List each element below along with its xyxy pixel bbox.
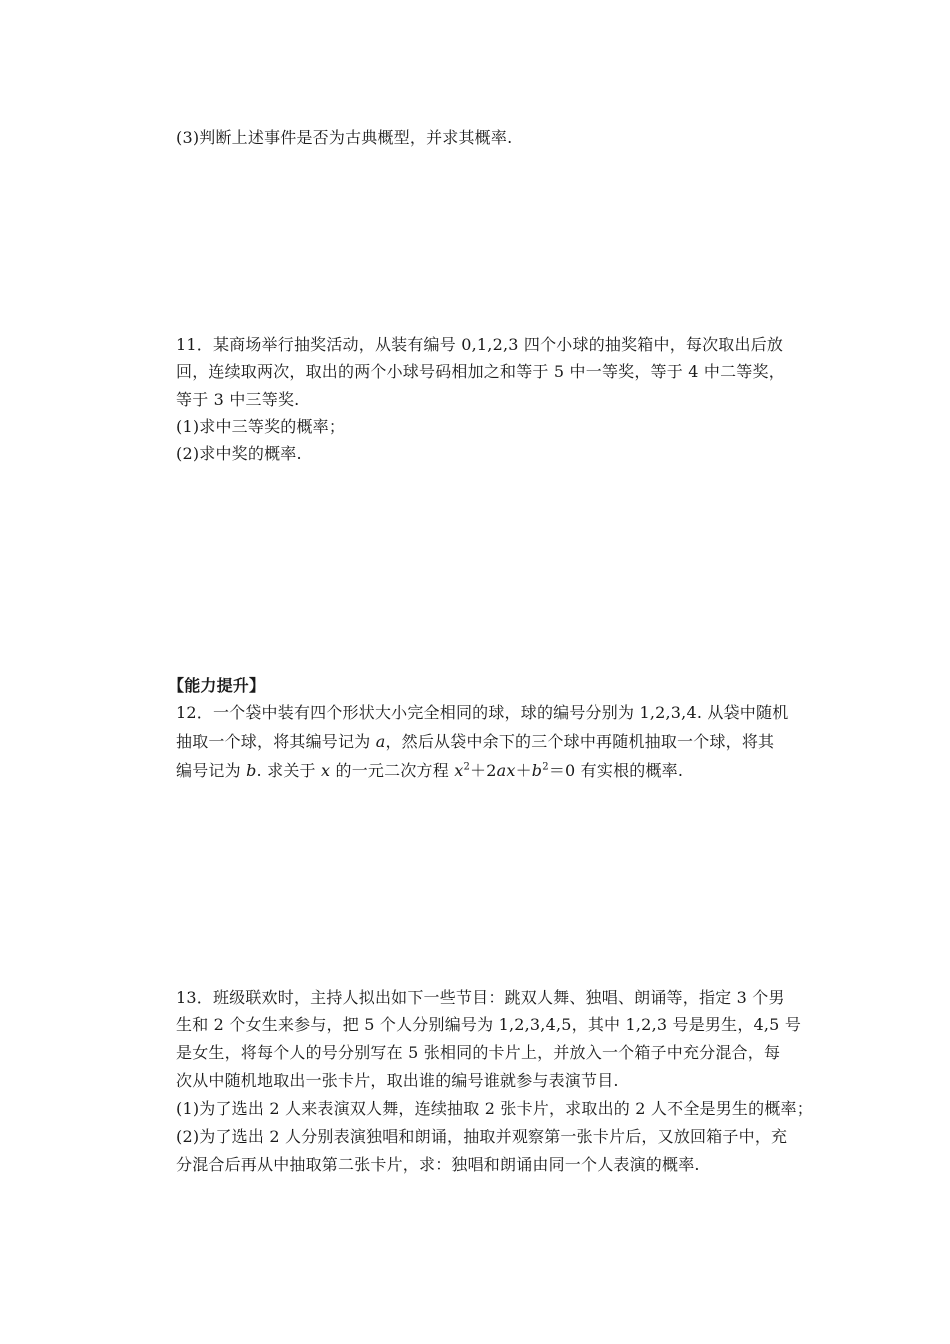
q12-line3 <box>176 761 683 781</box>
var-b: b <box>246 761 257 780</box>
section-title: 【能力提升】 <box>168 676 266 695</box>
q11-line1: 11．某商场举行抽奖活动，从装有编号 0,1,2,3 四个小球的抽奖箱中，每次取出后放 <box>176 335 784 354</box>
q12-line3-b: . 求关于 <box>256 761 322 780</box>
q11-part2: (2)求中奖的概率. <box>176 444 302 463</box>
q12-line3-a: 编号记为 <box>176 761 247 780</box>
eq-ax: ax <box>496 761 516 780</box>
q12-line2-b: ，然后从袋中余下的三个球中再随机抽取一个球，将其 <box>385 732 775 751</box>
q11-line3: 等于 3 中三等奖. <box>176 390 300 409</box>
eq-plus: ＋2 <box>470 761 497 780</box>
var-x: x <box>321 761 331 780</box>
q13-part2-line1: (2)为了选出 2 人分别表演独唱和朗诵，抽取并观察第一张卡片后，又放回箱子中，充 <box>176 1127 788 1146</box>
q13-part1: (1)为了选出 2 人来表演双人舞，连续抽取 2 张卡片，求取出的 2 人不全是男生的概率； <box>176 1099 813 1118</box>
q11-line2: 回，连续取两次，取出的两个小球号码相加之和等于 5 中一等奖，等于 4 中二等奖， <box>176 362 785 381</box>
eq-b: b <box>531 761 543 780</box>
q11-part1: (1)求中三等奖的概率； <box>176 417 346 436</box>
eq-tail: ＝0 有实根的概率. <box>548 761 684 780</box>
q13-line2: 生和 2 个女生来参与，把 5 个人分别编号为 1,2,3,4,5，其中 1,2,3 号是男生，4,5 号 <box>176 1015 802 1034</box>
q12-line1: 12．一个袋中装有四个形状大小完全相同的球，球的编号分别为 1,2,3,4. 从袋中随机 <box>176 703 789 722</box>
q12-line3-c: 的一元二次方程 <box>330 761 455 780</box>
q13-line1: 13．班级联欢时，主持人拟出如下一些节目：跳双人舞、独唱、朗诵等，指定 3 个男 <box>176 988 785 1007</box>
equation <box>454 761 683 780</box>
q12-line2-a: 抽取一个球，将其编号记为 <box>176 732 376 751</box>
eq-sup2: 2 <box>542 761 549 773</box>
eq-sup1: 2 <box>463 761 471 773</box>
q13-line4: 次从中随机地取出一张卡片，取出谁的编号谁就参与表演节目. <box>176 1071 619 1090</box>
q13-line3: 是女生，将每个人的号分别写在 5 张相同的卡片上，并放入一个箱子中充分混合，每 <box>176 1043 781 1062</box>
q10-part3: (3)判断上述事件是否为古典概型，并求其概率. <box>176 128 513 147</box>
eq-x: x <box>454 761 464 780</box>
q12-line2 <box>176 732 774 752</box>
var-a: a <box>375 732 386 751</box>
eq-plus2: ＋ <box>515 761 532 780</box>
q13-part2-line2: 分混合后再从中抽取第二张卡片，求：独唱和朗诵由同一个人表演的概率. <box>176 1155 700 1174</box>
